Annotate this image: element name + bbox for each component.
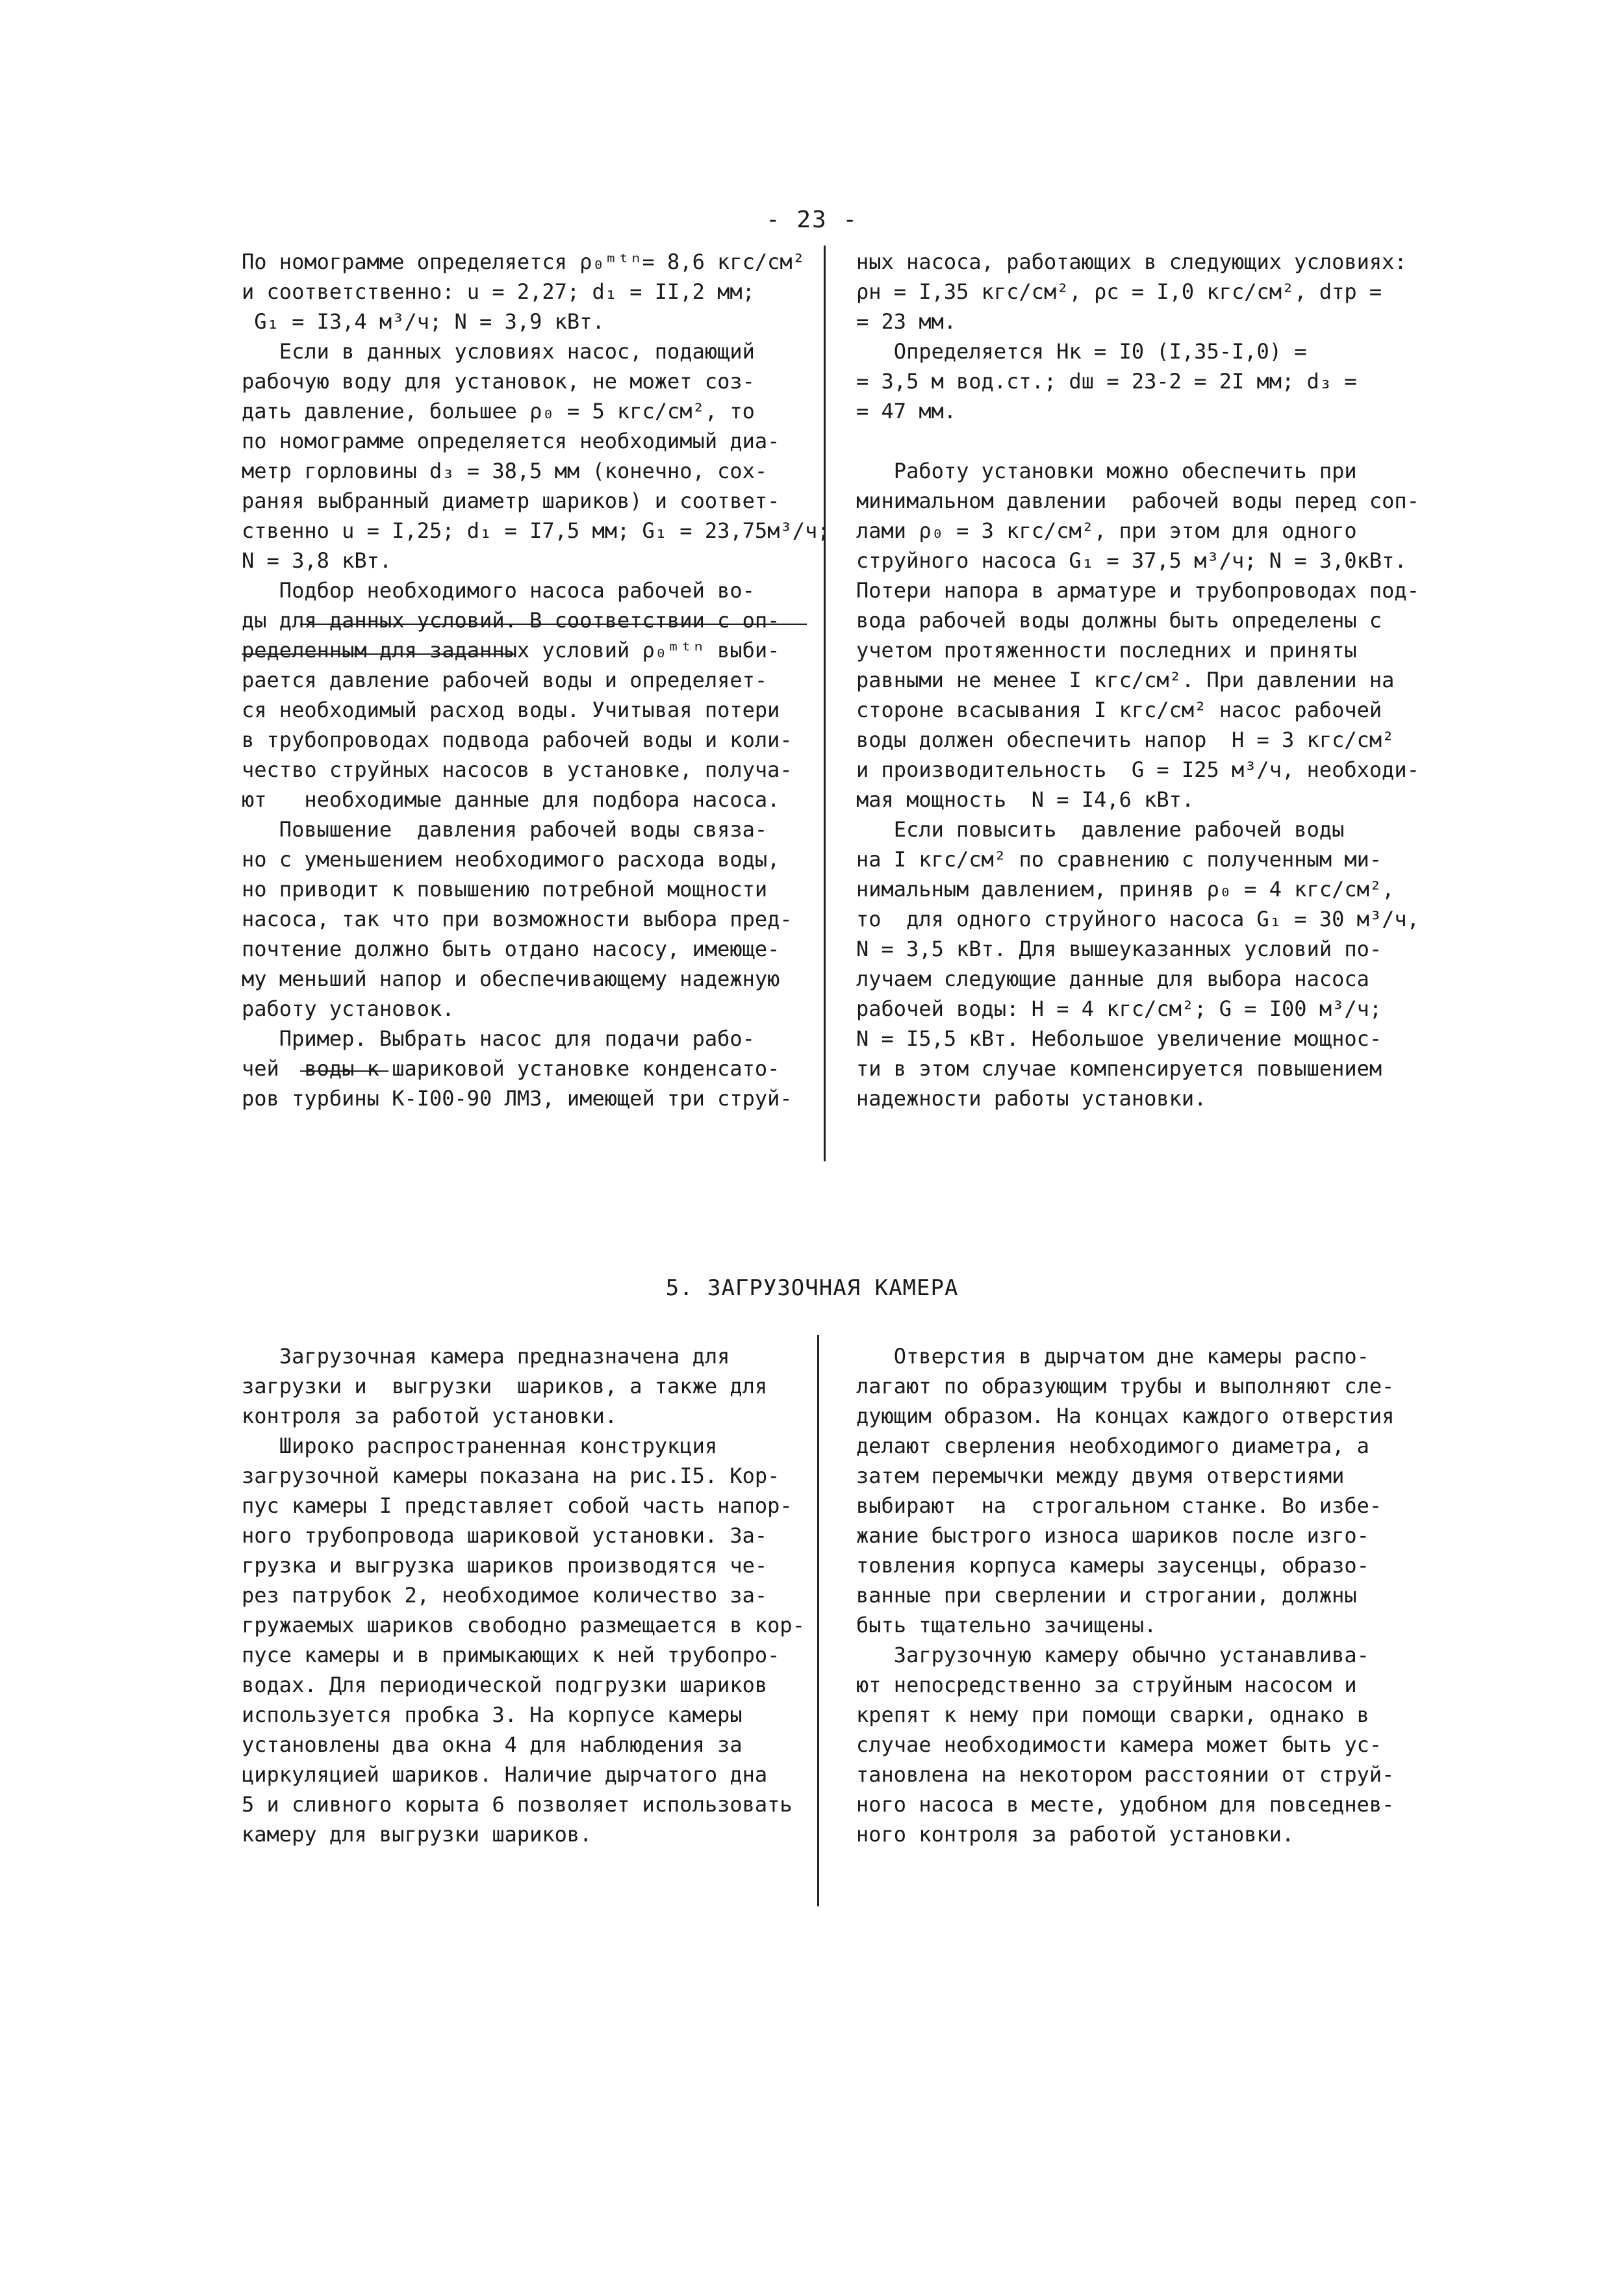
text-line: ся необходимый расход воды. Учитывая потери	[242, 698, 780, 722]
text-line: минимальном давлении рабочей воды перед соп-	[856, 488, 1419, 513]
text-line: товления корпуса камеры заусенцы, образо-	[856, 1553, 1369, 1578]
text-line: ного контроля за работой установки.	[856, 1822, 1295, 1847]
text-line: делают сверления необходимого диаметра, а	[856, 1434, 1369, 1458]
text-line: N = I5,5 кВт. Небольшое увеличение мощнос-	[856, 1026, 1382, 1051]
text-line: Если повысить давление рабочей воды	[856, 817, 1345, 842]
text-line: раняя выбранный диаметр шариков) и соответ-	[242, 488, 780, 513]
text-line: G₁ = I3,4 м³/ч; N = 3,9 кВт.	[242, 309, 605, 334]
column-divider-bottom	[817, 1335, 819, 1906]
text-line: ственно u = I,25; d₁ = I7,5 мм; G₁ = 23,75м³/ч;	[242, 518, 830, 543]
text-line: случае необходимости камера может быть ус-	[856, 1732, 1382, 1757]
text-line: рез патрубок 2, необходимое количество за-	[242, 1583, 768, 1608]
bottom-right-column	[856, 1341, 1394, 1849]
text-line: в трубопроводах подвода рабочей воды и коли-	[242, 727, 793, 752]
text-line: и соответственно: u = 2,27; d₁ = II,2 мм;	[242, 279, 755, 304]
text-line: чей воды к шариковой установке конденсато-	[242, 1056, 780, 1081]
text-line: то для одного струйного насоса G₁ = 30 м³/ч,	[856, 907, 1419, 931]
text-line: но приводит к повышению потребной мощности	[242, 877, 768, 902]
text-line: контроля за работой установки.	[242, 1404, 617, 1428]
text-line: вода рабочей воды должны быть определены с	[856, 608, 1382, 633]
text-line: Загрузочную камеру обычно устанавлива-	[856, 1643, 1369, 1667]
text-line: по номограмме определяется необходимый диа-	[242, 429, 780, 453]
text-line: му меньший напор и обеспечивающему надежную	[242, 967, 780, 991]
text-line: ды для данных условий. В соответствии с оп-	[242, 608, 780, 633]
text-line: Широко распространенная конструкция	[242, 1434, 718, 1458]
text-line: лагают по образующим трубы и выполняют сле-	[856, 1374, 1395, 1398]
text-line: N = 3,8 кВт.	[242, 548, 392, 573]
text-line: дующим образом. На концах каждого отверстия	[856, 1404, 1395, 1428]
text-line: Повышение давления рабочей воды связа-	[242, 817, 768, 842]
text-line: = 23 мм.	[856, 309, 957, 334]
text-line: пусе камеры и в примыкающих к ней трубопро-	[242, 1643, 780, 1667]
text-line: Подбор необходимого насоса рабочей во-	[242, 578, 755, 603]
text-line: ρн = I,35 кгс/см², ρс = I,0 кгс/см², dтр =	[856, 279, 1382, 304]
text-line: Отверстия в дырчатом дне камеры распо-	[856, 1344, 1369, 1369]
text-line: ных насоса, работающих в следующих условиях:	[856, 249, 1407, 274]
text-line: быть тщательно зачищены.	[856, 1613, 1157, 1637]
text-line: камеру для выгрузки шариков.	[242, 1822, 592, 1847]
text-line: используется пробка 3. На корпусе камеры	[242, 1702, 742, 1727]
text-line: рается давление рабочей воды и определяет-	[242, 668, 768, 692]
text-line: циркуляцией шариков. Наличие дырчатого дна	[242, 1762, 768, 1787]
text-line: работу установок.	[242, 996, 455, 1021]
top-left-column	[242, 247, 830, 1113]
top-right-column	[856, 247, 1419, 1113]
text-line: стороне всасывания I кгс/см² насос рабочей	[856, 698, 1382, 722]
text-line: загрузочной камеры показана на рис.I5. Кор-	[242, 1463, 780, 1488]
section-heading: 5. ЗАГРУЗОЧНАЯ КАМЕРА	[665, 1275, 959, 1301]
text-line: на I кгс/см² по сравнению с полученным ми-	[856, 847, 1382, 872]
text-line: ти в этом случае компенсируется повышением	[856, 1056, 1382, 1081]
text-line: Если в данных условиях насос, подающий	[242, 339, 755, 364]
text-line: ного насоса в месте, удобном для повседнев-	[856, 1792, 1395, 1817]
bottom-left-column	[242, 1341, 805, 1849]
text-line: надежности работы установки.	[856, 1086, 1207, 1111]
text-line: крепят к нему при помощи сварки, однако в	[856, 1702, 1369, 1727]
text-line: мая мощность N = I4,6 кВт.	[856, 787, 1195, 812]
text-line: ют необходимые данные для подбора насоса.	[242, 787, 780, 812]
text-line: ют непосредственно за струйным насосом и	[856, 1673, 1357, 1697]
text-line: Пример. Выбрать насос для подачи рабо-	[242, 1026, 755, 1051]
text-line: насоса, так что при возможности выбора пред-	[242, 907, 793, 931]
text-line: рабочей воды: H = 4 кгс/см²; G = I00 м³/ч;	[856, 996, 1382, 1021]
text-line: почтение должно быть отдано насосу, имеюще-	[242, 937, 780, 961]
text-line: учетом протяженности последних и приняты	[856, 638, 1357, 663]
text-line: рабочую воду для установок, не может соз-	[242, 369, 755, 394]
text-line: ров турбины К-I00-90 ЛМЗ, имеющей три струй-	[242, 1086, 793, 1111]
text-line: Потери напора в арматуре и трубопроводах под-	[856, 578, 1419, 603]
text-line: выбирают на строгальном станке. Во избе-	[856, 1493, 1382, 1518]
text-line: лами ρ₀ = 3 кгс/см², при этом для одного	[856, 518, 1357, 543]
text-line: нимальным давлением, приняв ρ₀ = 4 кгс/см²,	[856, 877, 1395, 902]
text-line: 5 и сливного корыта 6 позволяет использовать	[242, 1792, 793, 1817]
text-line	[856, 426, 1419, 456]
text-line: ванные при сверлении и строгании, должны	[856, 1583, 1357, 1608]
text-line: Работу установки можно обеспечить при	[856, 459, 1357, 483]
text-line: = 47 мм.	[856, 399, 957, 423]
text-line: водах. Для периодической подгрузки шариков	[242, 1673, 768, 1697]
text-line: Загрузочная камера предназначена для	[242, 1344, 730, 1369]
text-line: воды должен обеспечить напор H = 3 кгс/см²	[856, 727, 1395, 752]
text-line: и производительность G = I25 м³/ч, необходи-	[856, 757, 1419, 782]
text-line: лучаем следующие данные для выбора насоса	[856, 967, 1369, 991]
text-line: ного трубопровода шариковой установки. За-	[242, 1523, 768, 1548]
text-line: = 3,5 м вод.ст.; dш = 23-2 = 2I мм; d₃ =	[856, 369, 1357, 394]
page-number: - 23 -	[765, 207, 859, 233]
text-line: метр горловины d₃ = 38,5 мм (конечно, сох-	[242, 459, 768, 483]
text-line: тановлена на некотором расстоянии от струй-	[856, 1762, 1395, 1787]
text-line: но с уменьшением необходимого расхода воды,	[242, 847, 780, 872]
text-line: грузка и выгрузка шариков производятся че-	[242, 1553, 768, 1578]
text-line: струйного насоса G₁ = 37,5 м³/ч; N = 3,0кВт.	[856, 548, 1407, 573]
text-line: дать давление, большее ρ₀ = 5 кгс/см², то	[242, 399, 755, 423]
text-line: Определяется Hк = I0 (I,35-I,0) =	[856, 339, 1307, 364]
text-line: N = 3,5 кВт. Для вышеуказанных условий по-	[856, 937, 1382, 961]
text-line: пус камеры I представляет собой часть напор-	[242, 1493, 793, 1518]
text-line: жание быстрого износа шариков после изго-	[856, 1523, 1369, 1548]
text-line: загрузки и выгрузки шариков, а также для	[242, 1374, 768, 1398]
text-line: равными не менее I кгс/см². При давлении на	[856, 668, 1395, 692]
text-line: чество струйных насосов в установке, получа-	[242, 757, 793, 782]
text-line: ределенным для заданных условий ρ₀ᵐᵗⁿ выби-	[242, 638, 780, 663]
text-line: По номограмме определяется ρ₀ᵐᵗⁿ= 8,6 кгс/см²	[242, 249, 805, 274]
text-line: установлены два окна 4 для наблюдения за	[242, 1732, 742, 1757]
text-line: затем перемычки между двумя отверстиями	[856, 1463, 1345, 1488]
text-line: гружаемых шариков свободно размещается в кор-	[242, 1613, 805, 1637]
